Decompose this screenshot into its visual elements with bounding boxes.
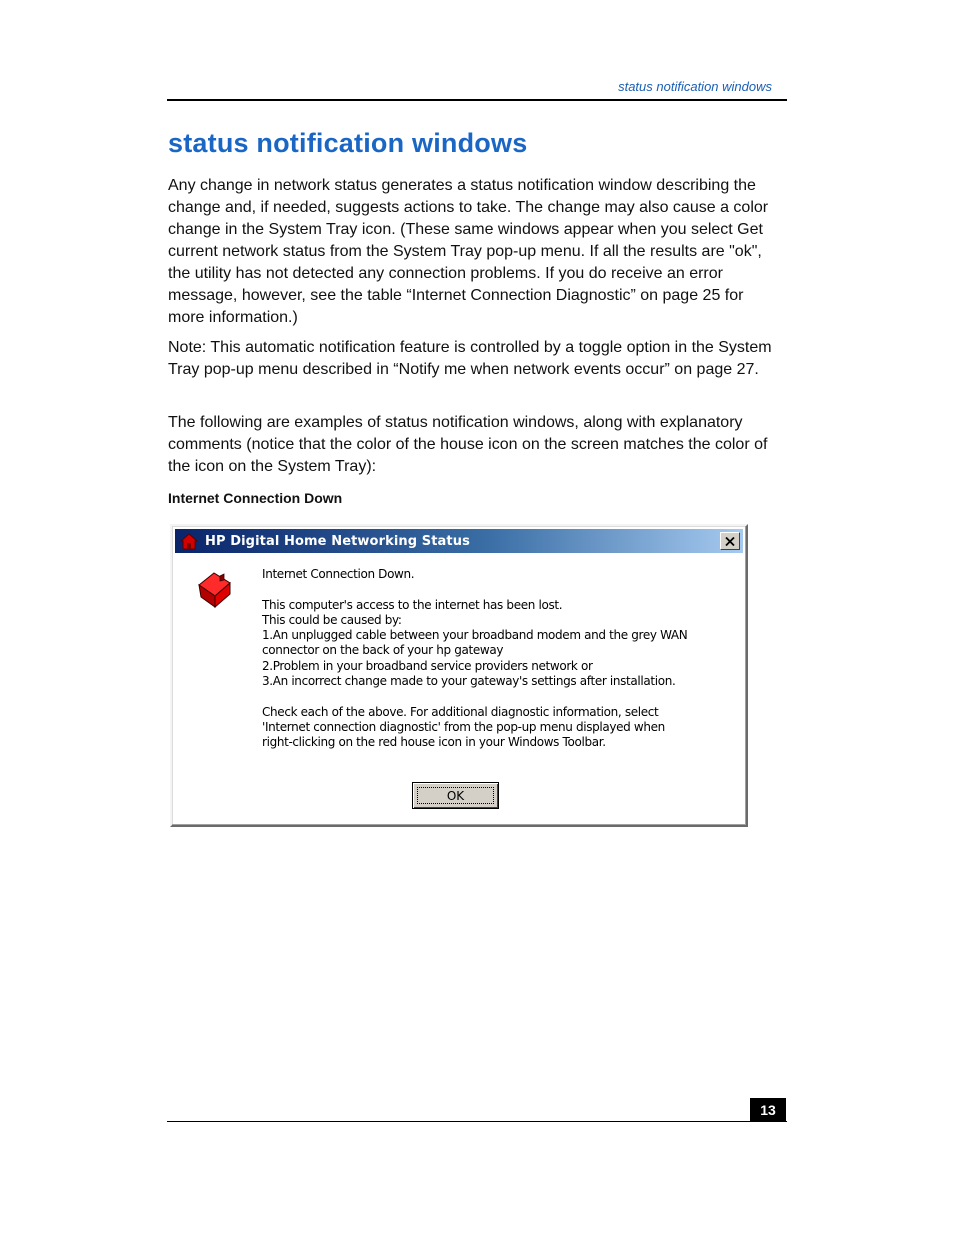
message-line: connector on the back of your hp gateway [262, 643, 504, 658]
message-spacer [262, 689, 702, 704]
dialog-title: HP Digital Home Networking Status [205, 533, 470, 549]
body-paragraph-intro: Any change in network status generates a status notification window describing the change and, if needed, suggests actions to take. The change may also cause a color change in the System Tray icon. (These same windows appear when you select Get current network status from the System Tray pop-up menu. If all the results are "ok", the utility has not detected any connection problems. If you do receive an error message, however, see the table “Internet Connection Diagnostic” on page 25 for more information.) [168, 177, 769, 326]
header-rule [167, 99, 787, 101]
status-dialog [170, 524, 748, 827]
message-line: 'Internet connection diagnostic' from the pop-up menu displayed when [262, 719, 665, 734]
running-head: status notification windows [618, 79, 772, 94]
red-house-icon [193, 567, 235, 609]
body-paragraph-note: Note: This automatic notification feature is controlled by a toggle option in the System Tray pop-up menu described in “Notify me when network events occur” on page 27. [168, 339, 772, 378]
section-subheading: Internet Connection Down [168, 490, 343, 506]
message-line: 1.An unplugged cable between your broadband modem and the grey WAN [262, 628, 688, 643]
message-line: This could be caused by: [262, 612, 402, 627]
ok-button-label: OK [446, 788, 465, 803]
page-title: status notification windows [168, 128, 528, 158]
dialog-body [175, 553, 743, 822]
message-line: This computer's access to the internet has been lost. [262, 597, 563, 612]
message-line: 3.An incorrect change made to your gateway's settings after installation. [262, 674, 676, 689]
message-line: Check each of the above. For additional diagnostic information, select [262, 704, 659, 719]
message-line: right-clicking on the red house icon in your Windows Toolbar. [262, 735, 606, 750]
message-spacer [262, 582, 702, 597]
body-paragraph-examples: The following are examples of status notification windows, along with explanatory comments (notice that the color of the house icon on the screen matches the color of the icon on the System Tray): [168, 414, 768, 475]
dialog-titlebar[interactable] [175, 529, 743, 553]
footer-rule [167, 1121, 787, 1122]
dialog-message [262, 567, 702, 751]
message-line: Internet Connection Down. [262, 567, 415, 581]
message-line: 2.Problem in your broadband service providers network or [262, 658, 593, 673]
ok-button[interactable] [412, 782, 499, 809]
page-number: 13 [750, 1098, 786, 1122]
focus-rectangle [417, 787, 494, 804]
titlebar-house-icon [178, 531, 200, 551]
close-button[interactable] [720, 532, 740, 550]
close-x-icon [725, 537, 735, 546]
